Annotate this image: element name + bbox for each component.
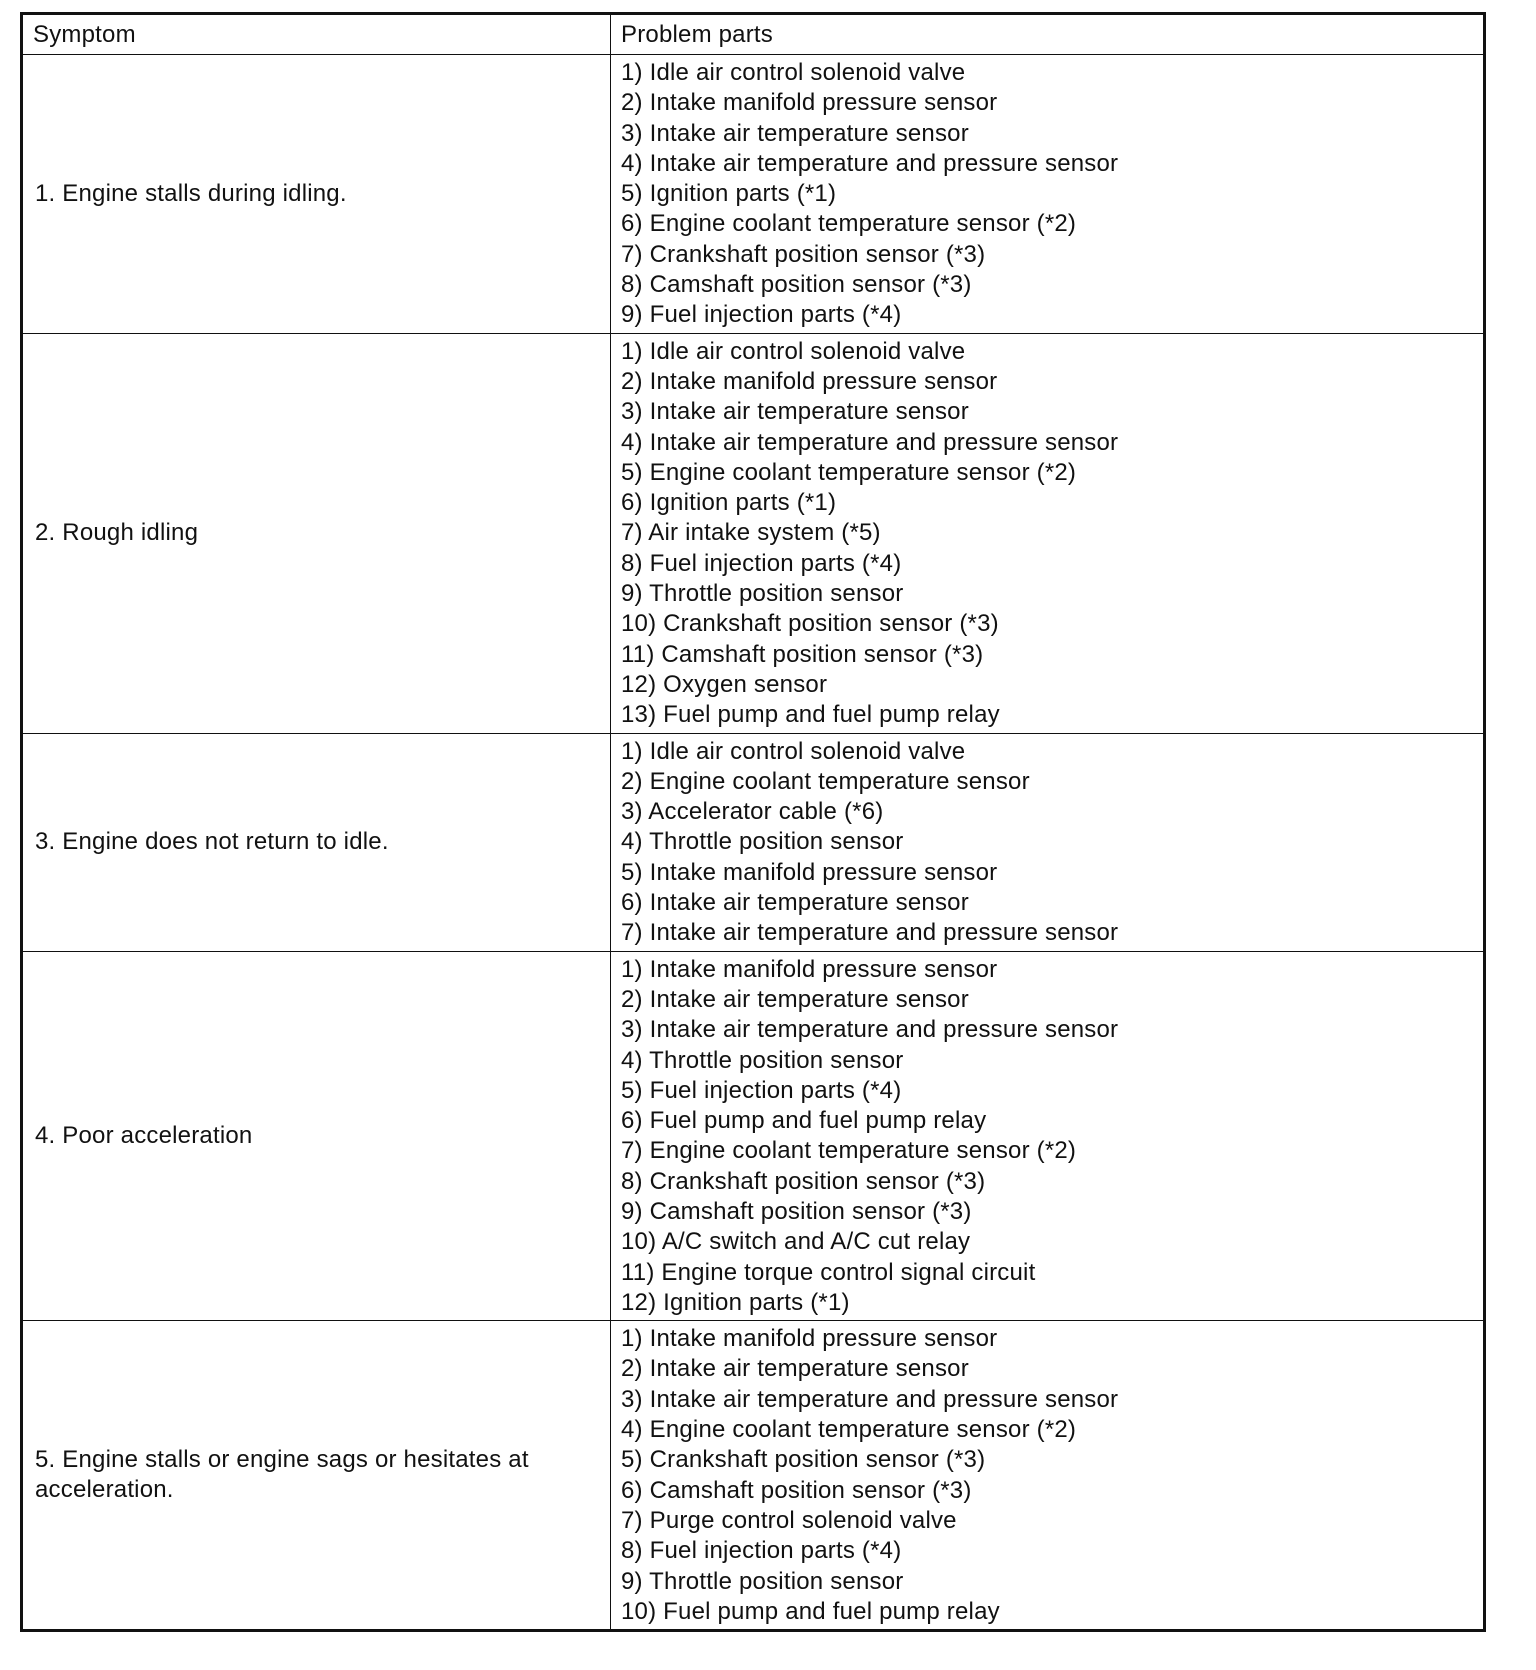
list-item: 5) Intake manifold pressure sensor: [621, 858, 998, 886]
list-item: 7) Intake air temperature and pressure sensor: [621, 919, 1119, 947]
list-item: 7) Engine coolant temperature sensor (*2): [621, 1137, 1077, 1165]
list-item: 10) Fuel pump and fuel pump relay: [621, 1597, 1000, 1625]
symptom-cell: 5. Engine stalls or engine sags or hesitates at acceleration.: [22, 1321, 611, 1631]
list-item: 3) Intake air temperature sensor: [621, 398, 969, 426]
list-item: 7) Air intake system (*5): [621, 519, 881, 547]
header-symptom: Symptom: [22, 14, 611, 55]
problem-parts-cell: [611, 951, 1485, 1321]
list-item: 9) Throttle position sensor: [621, 580, 904, 608]
list-item: 3) Intake air temperature and pressure sensor: [621, 1016, 1119, 1044]
list-item: 9) Fuel injection parts (*4): [621, 301, 902, 329]
list-item: 10) Crankshaft position sensor (*3): [621, 610, 999, 638]
list-item: 5) Ignition parts (*1): [621, 180, 837, 208]
problem-parts-cell: [611, 333, 1485, 733]
list-item: 11) Engine torque control signal circuit: [621, 1258, 1036, 1286]
list-item: 2) Engine coolant temperature sensor: [621, 767, 1030, 795]
table-row: [22, 733, 1485, 951]
symptom-cell: 2. Rough idling: [22, 333, 611, 733]
table-row: [22, 1321, 1485, 1631]
list-item: 1) Idle air control solenoid valve: [621, 337, 966, 365]
list-item: 10) A/C switch and A/C cut relay: [621, 1228, 971, 1256]
list-item: 6) Intake air temperature sensor: [621, 889, 969, 917]
problem-parts-list: [621, 1324, 1473, 1627]
table-row: [22, 951, 1485, 1321]
table-header-row: [22, 14, 1485, 55]
problem-parts-list: [621, 58, 1473, 331]
problem-parts-list: [621, 737, 1473, 949]
list-item: 4) Throttle position sensor: [621, 1046, 904, 1074]
list-item: 2) Intake air temperature sensor: [621, 985, 969, 1013]
list-item: 12) Oxygen sensor: [621, 670, 828, 698]
list-item: 1) Idle air control solenoid valve: [621, 59, 966, 86]
symptom-table: [20, 12, 1486, 1632]
table-row: [22, 333, 1485, 733]
list-item: 8) Camshaft position sensor (*3): [621, 271, 972, 299]
problem-parts-cell: [611, 55, 1485, 334]
problem-parts-list: [621, 337, 1473, 731]
list-item: 9) Throttle position sensor: [621, 1567, 904, 1595]
symptom-cell: 3. Engine does not return to idle.: [22, 733, 611, 951]
problem-parts-cell: [611, 733, 1485, 951]
list-item: 2) Intake manifold pressure sensor: [621, 367, 998, 395]
list-item: 4) Throttle position sensor: [621, 828, 904, 856]
list-item: 5) Engine coolant temperature sensor (*2): [621, 458, 1077, 486]
list-item: 4) Intake air temperature and pressure sensor: [621, 428, 1119, 456]
problem-parts-list: [621, 955, 1473, 1319]
list-item: 11) Camshaft position sensor (*3): [621, 640, 984, 668]
list-item: 5) Crankshaft position sensor (*3): [621, 1446, 986, 1474]
list-item: 4) Engine coolant temperature sensor (*2): [621, 1416, 1077, 1444]
list-item: 6) Fuel pump and fuel pump relay: [621, 1107, 987, 1135]
list-item: 5) Fuel injection parts (*4): [621, 1076, 902, 1104]
list-item: 3) Intake air temperature and pressure sensor: [621, 1385, 1119, 1413]
symptom-cell: 1. Engine stalls during idling.: [22, 55, 611, 334]
list-item: 6) Camshaft position sensor (*3): [621, 1476, 972, 1504]
list-item: 6) Engine coolant temperature sensor (*2): [621, 210, 1077, 238]
list-item: 2) Intake air temperature sensor: [621, 1355, 969, 1383]
list-item: 1) Intake manifold pressure sensor: [621, 955, 998, 983]
table-row: [22, 55, 1485, 334]
problem-parts-cell: [611, 1321, 1485, 1631]
header-problem-parts: Problem parts: [611, 14, 1485, 55]
list-item: 1) Idle air control solenoid valve: [621, 737, 966, 765]
table-body: [22, 55, 1485, 1631]
list-item: 3) Intake air temperature sensor: [621, 119, 969, 147]
list-item: 6) Ignition parts (*1): [621, 489, 837, 517]
list-item: 8) Fuel injection parts (*4): [621, 1537, 902, 1565]
symptom-cell: 4. Poor acceleration: [22, 951, 611, 1321]
list-item: 7) Purge control solenoid valve: [621, 1506, 957, 1534]
list-item: 13) Fuel pump and fuel pump relay: [621, 701, 1000, 729]
list-item: 7) Crankshaft position sensor (*3): [621, 240, 986, 268]
list-item: 9) Camshaft position sensor (*3): [621, 1197, 972, 1225]
list-item: 1) Intake manifold pressure sensor: [621, 1325, 998, 1353]
list-item: 2) Intake manifold pressure sensor: [621, 89, 998, 117]
list-item: 8) Fuel injection parts (*4): [621, 549, 902, 577]
list-item: 4) Intake air temperature and pressure sensor: [621, 149, 1119, 177]
list-item: 12) Ignition parts (*1): [621, 1288, 850, 1316]
list-item: 8) Crankshaft position sensor (*3): [621, 1167, 986, 1195]
list-item: 3) Accelerator cable (*6): [621, 798, 884, 826]
